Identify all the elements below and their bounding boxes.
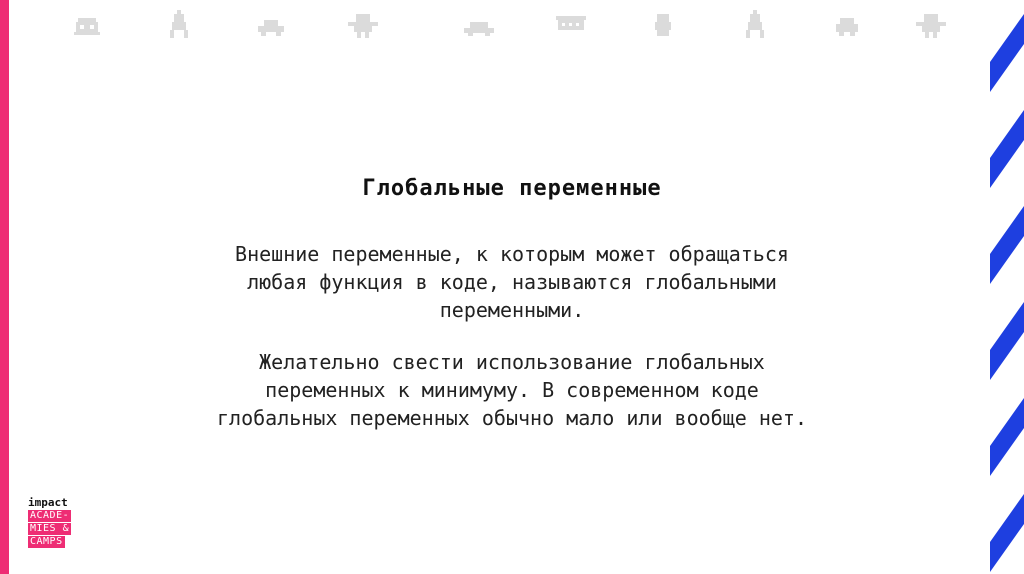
pixel-building-icon (554, 8, 588, 42)
logo-line-1: ACADE- (30, 510, 70, 521)
logo-line-2: MIES & (30, 523, 70, 534)
slide-title: Глобальные переменные (362, 176, 662, 201)
stripe-pattern (990, 14, 1024, 574)
pixel-robot-icon (346, 8, 380, 42)
pixel-car-icon (254, 8, 288, 42)
pixel-building-icon (70, 8, 104, 42)
logo-line-3: CAMPS (30, 536, 63, 547)
left-accent-bar (0, 0, 9, 574)
decorative-pixel-icons (70, 8, 950, 42)
impact-logo (28, 496, 71, 548)
logo-top-text: impact (28, 496, 68, 509)
pixel-robot-icon (646, 8, 680, 42)
pixel-robot-icon (162, 8, 196, 42)
pixel-car-icon (738, 8, 772, 42)
right-striped-border (990, 0, 1024, 574)
pixel-robot-icon (830, 8, 864, 42)
slide-paragraph-definition: Внешние переменные, к которым может обращаться любая функция в коде, называются глобальными переменными. (235, 242, 789, 322)
slide-paragraph-recommendation: Желательно свести использование глобальных переменных к минимуму. В современном коде глобальных переменных обычно мало или вообще нет. (216, 350, 807, 430)
pixel-robot-icon (914, 8, 948, 42)
pixel-car-icon (462, 8, 496, 42)
